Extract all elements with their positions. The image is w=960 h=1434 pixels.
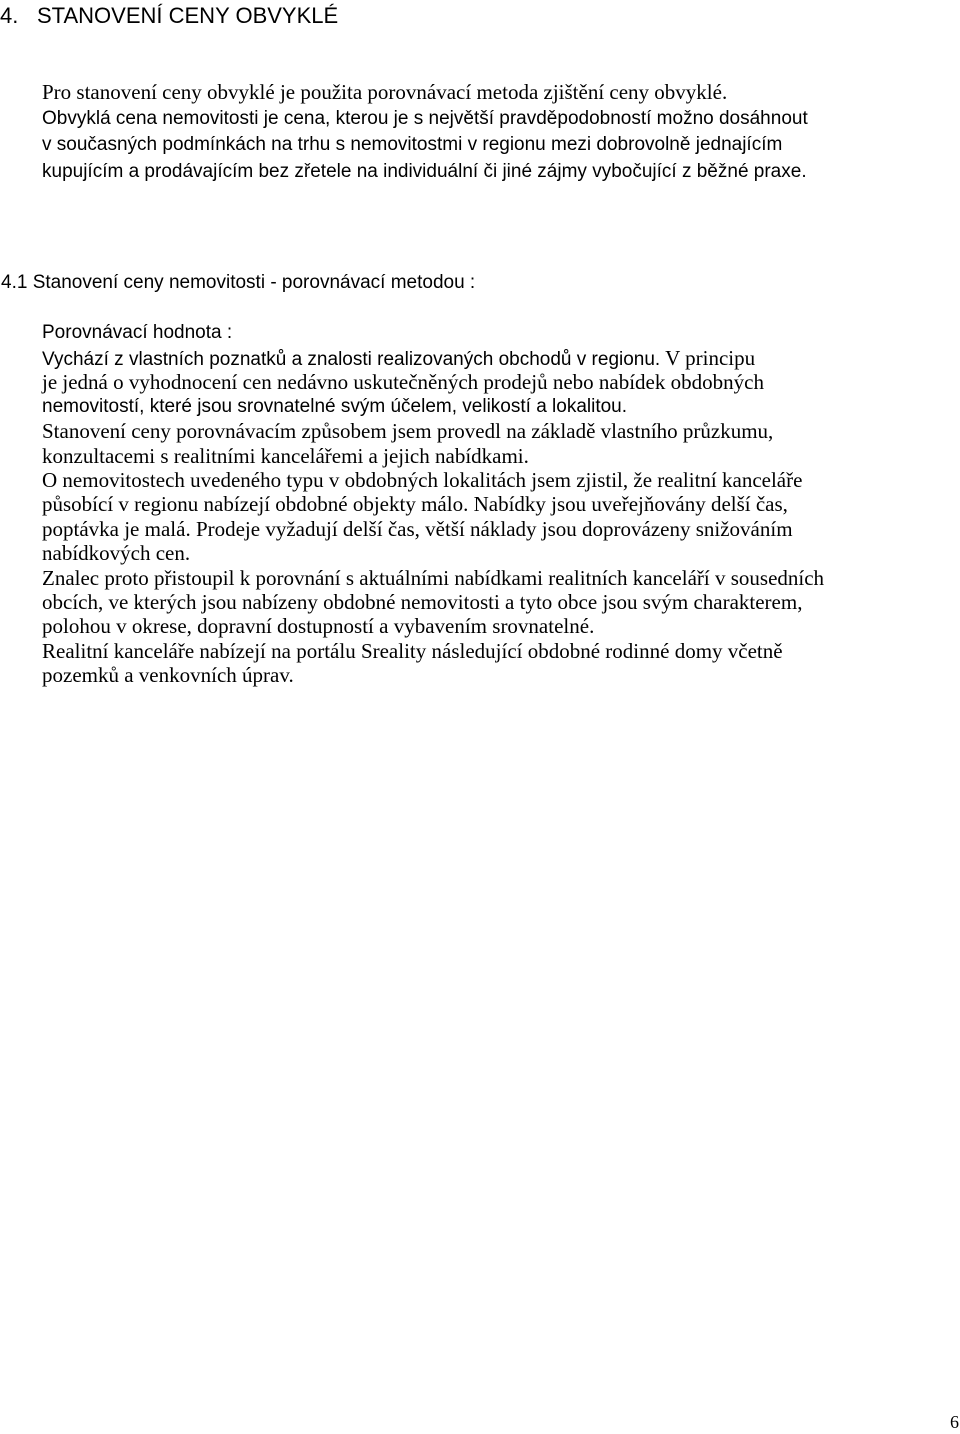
intro-line: v současných podmínkách na trhu s nemovitostmi v regionu mezi dobrovolně jednajícím xyxy=(42,134,783,155)
body-line: obcích, ve kterých jsou nabízeny obdobné nemovitosti a tyto obce jsou svým charakterem, xyxy=(42,589,803,614)
intro-line: Obvyklá cena nemovitosti je cena, kterou je s největší pravděpodobností možno dosáhnout xyxy=(42,107,808,129)
body-line: je jedná o vyhodnocení cen nedávno uskutečněných prodejů nebo nabídek obdobných xyxy=(42,370,764,395)
body-line: Stanovení ceny porovnávacím způsobem jsem provedl na základě vlastního průzkumu, xyxy=(42,419,774,444)
body-line: Realitní kanceláře nabízejí na portálu Sreality následující obdobné rodinné domy včetně xyxy=(42,638,783,663)
body-line-part: V principu xyxy=(660,346,756,370)
body-line: konzultacemi s realitními kancelářemi a jejich nabídkami. xyxy=(42,443,529,468)
body-line: O nemovitostech uvedeného typu v obdobných lokalitách jsem zjistil, že realitní kanceláře xyxy=(42,467,803,492)
comparison-value-label: Porovnávací hodnota : xyxy=(42,322,233,343)
heading-title: STANOVENÍ CENY OBVYKLÉ xyxy=(37,3,339,28)
body-line: polohou v okrese, dopravní dostupností a vybavením srovnatelné. xyxy=(42,614,595,639)
body-line: poptávka je malá. Prodeje vyžadují delší čas, větší náklady jsou doprovázeny snižováním xyxy=(42,516,793,541)
heading-number: 4. xyxy=(0,3,19,28)
body-line: Znalec proto přistoupil k porovnání s aktuálními nabídkami realitních kanceláří v sousedních xyxy=(42,565,825,590)
section-heading xyxy=(0,2,338,30)
body-line: nemovitostí, které jsou srovnatelné svým účelem, velikostí a lokalitou. xyxy=(42,395,628,417)
body-line: působící v regionu nabízejí obdobné objekty málo. Nabídky jsou uveřejňovány delší čas, xyxy=(42,492,788,517)
subsection-title: 4.1 Stanovení ceny nemovitosti - porovnávací metodou : xyxy=(1,272,476,293)
comparison-paragraph xyxy=(42,346,942,687)
intro-line: Pro stanovení ceny obvyklé je použita porovnávací metoda zjištění ceny obvyklé. xyxy=(42,80,728,104)
body-line xyxy=(42,346,942,370)
page-number: 6 xyxy=(950,1412,959,1432)
intro-paragraph xyxy=(42,79,922,185)
body-line: pozemků a venkovních úprav. xyxy=(42,663,294,688)
body-line-part: Vychází z vlastních poznatků a znalosti realizovaných obchodů v regionu. xyxy=(42,349,661,370)
body-line: nabídkových cen. xyxy=(42,541,191,566)
intro-line: kupujícím a prodávajícím bez zřetele na individuální či jiné zájmy vybočující z běžné praxe. xyxy=(42,160,807,182)
